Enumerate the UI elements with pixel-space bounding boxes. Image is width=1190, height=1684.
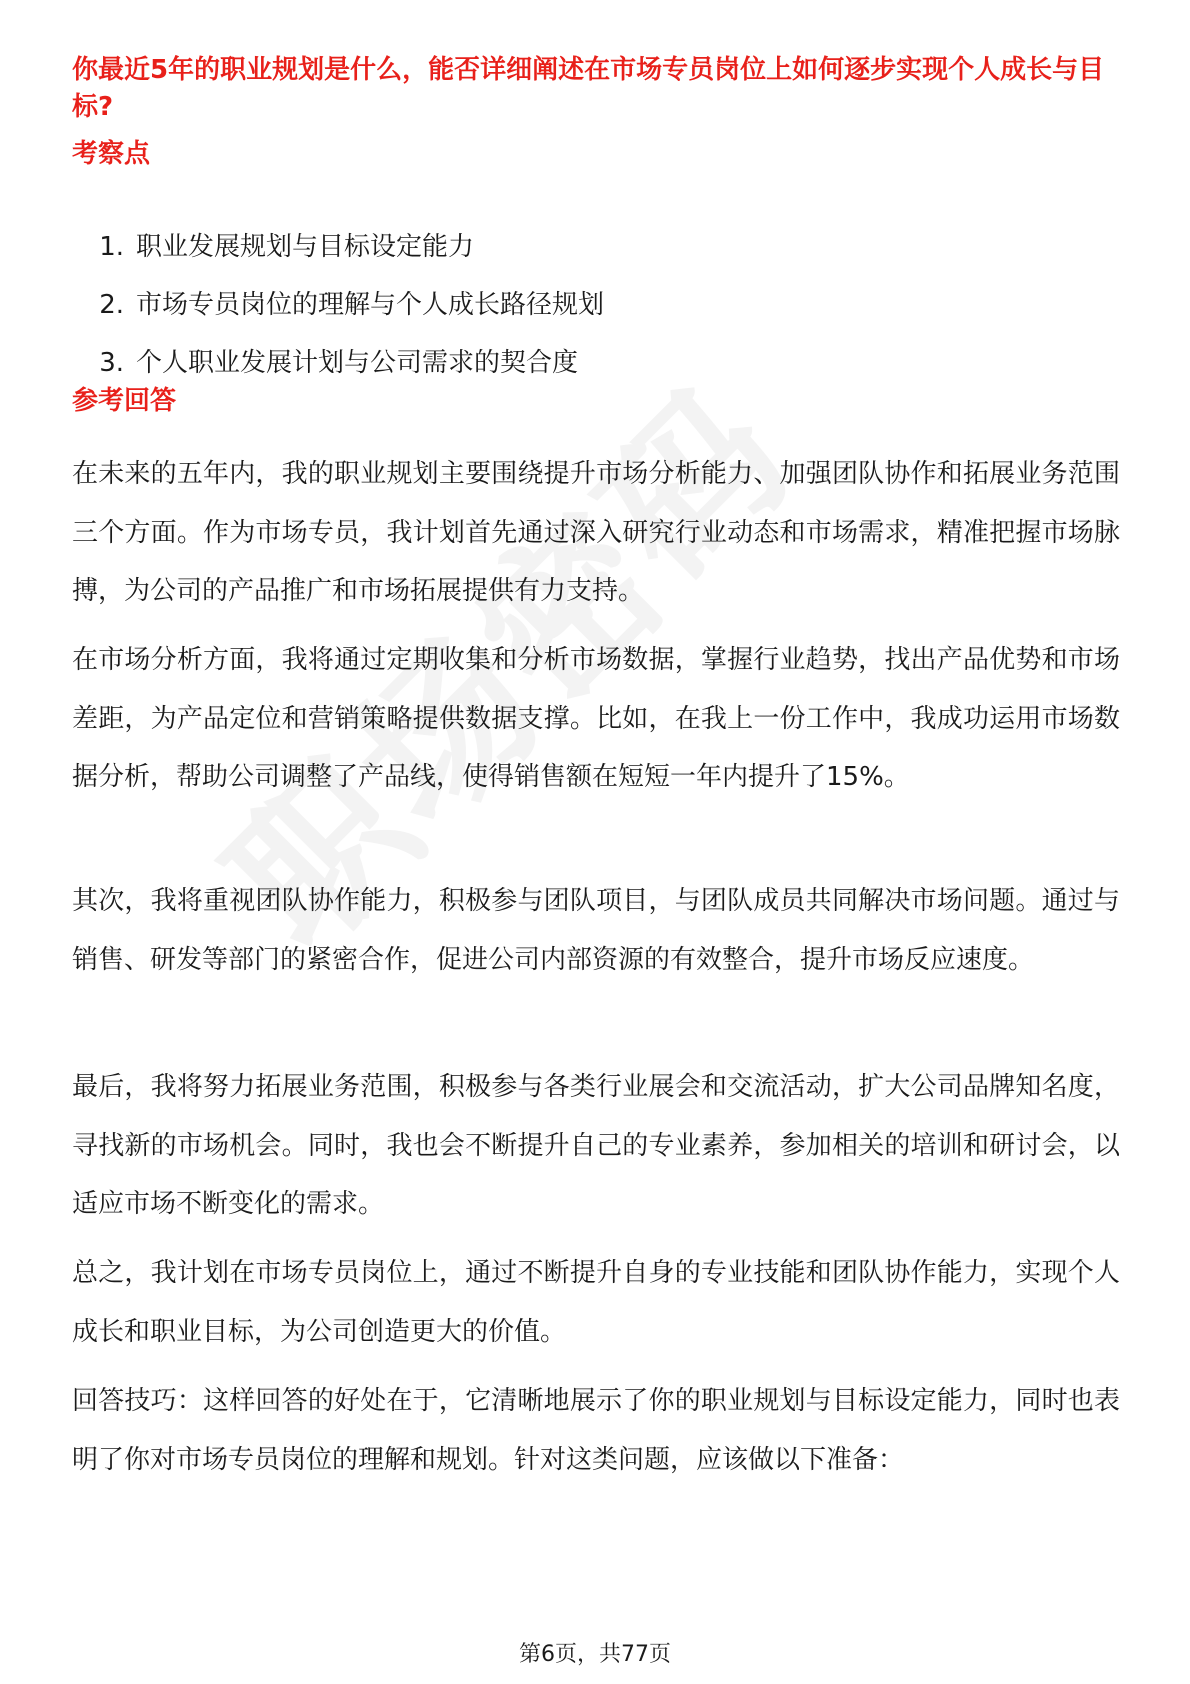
question-title: 你最近5年的职业规划是什么，能否详细阐述在市场专员岗位上如何逐步实现个人成长与目标? [72, 55, 1105, 122]
list-item-number: 1. [99, 232, 124, 262]
list-item-text: 市场专员岗位的理解与个人成长路径规划 [136, 290, 605, 320]
answer-paragraph: 其次，我将重视团队协作能力，积极参与团队项目，与团队成员共同解决市场问题。通过与销售、研发等部门的紧密合作，促进公司内部资源的有效整合，提升市场反应速度。 [72, 886, 1120, 975]
answer-tips-paragraph: 回答技巧：这样回答的好处在于，它清晰地展示了你的职业规划与目标设定能力，同时也表明了你对市场专员岗位的理解和规划。针对这类问题，应该做以下准备： [72, 1386, 1120, 1475]
page-number-footer: 第6页，共77页 [519, 1642, 671, 1667]
answer-paragraph: 总之，我计划在市场专员岗位上，通过不断提升自身的专业技能和团队协作能力，实现个人成长和职业目标，为公司创造更大的价值。 [72, 1258, 1120, 1347]
list-item [72, 218, 604, 276]
list-item-text: 职业发展规划与目标设定能力 [136, 232, 475, 262]
answer-paragraph: 在未来的五年内，我的职业规划主要围绕提升市场分析能力、加强团队协作和拓展业务范围三个方面。作为市场专员，我计划首先通过深入研究行业动态和市场需求，精准把握市场脉搏，为公司的产品推广和市场拓展提供有力支持。 [72, 459, 1120, 606]
answer-paragraph: 在市场分析方面，我将通过定期收集和分析市场数据，掌握行业趋势，找出产品优势和市场差距，为产品定位和营销策略提供数据支撑。比如，在我上一份工作中，我成功运用市场数据分析，帮助公司调整了产品线，使得销售额在短短一年内提升了15%。 [72, 645, 1120, 792]
answer-paragraph: 最后，我将努力拓展业务范围，积极参与各类行业展会和交流活动，扩大公司品牌知名度，寻找新的市场机会。同时，我也会不断提升自己的专业素养，参加相关的培训和研讨会，以适应市场不断变化的需求。 [72, 1072, 1120, 1219]
list-item [72, 276, 604, 334]
list-item-text: 个人职业发展计划与公司需求的契合度 [136, 348, 579, 378]
list-item-number: 3. [99, 348, 124, 378]
answer-heading: 参考回答 [72, 386, 177, 416]
list-item-number: 2. [99, 290, 124, 320]
exam-points-list [72, 218, 604, 392]
exam-points-heading: 考察点 [72, 139, 151, 169]
